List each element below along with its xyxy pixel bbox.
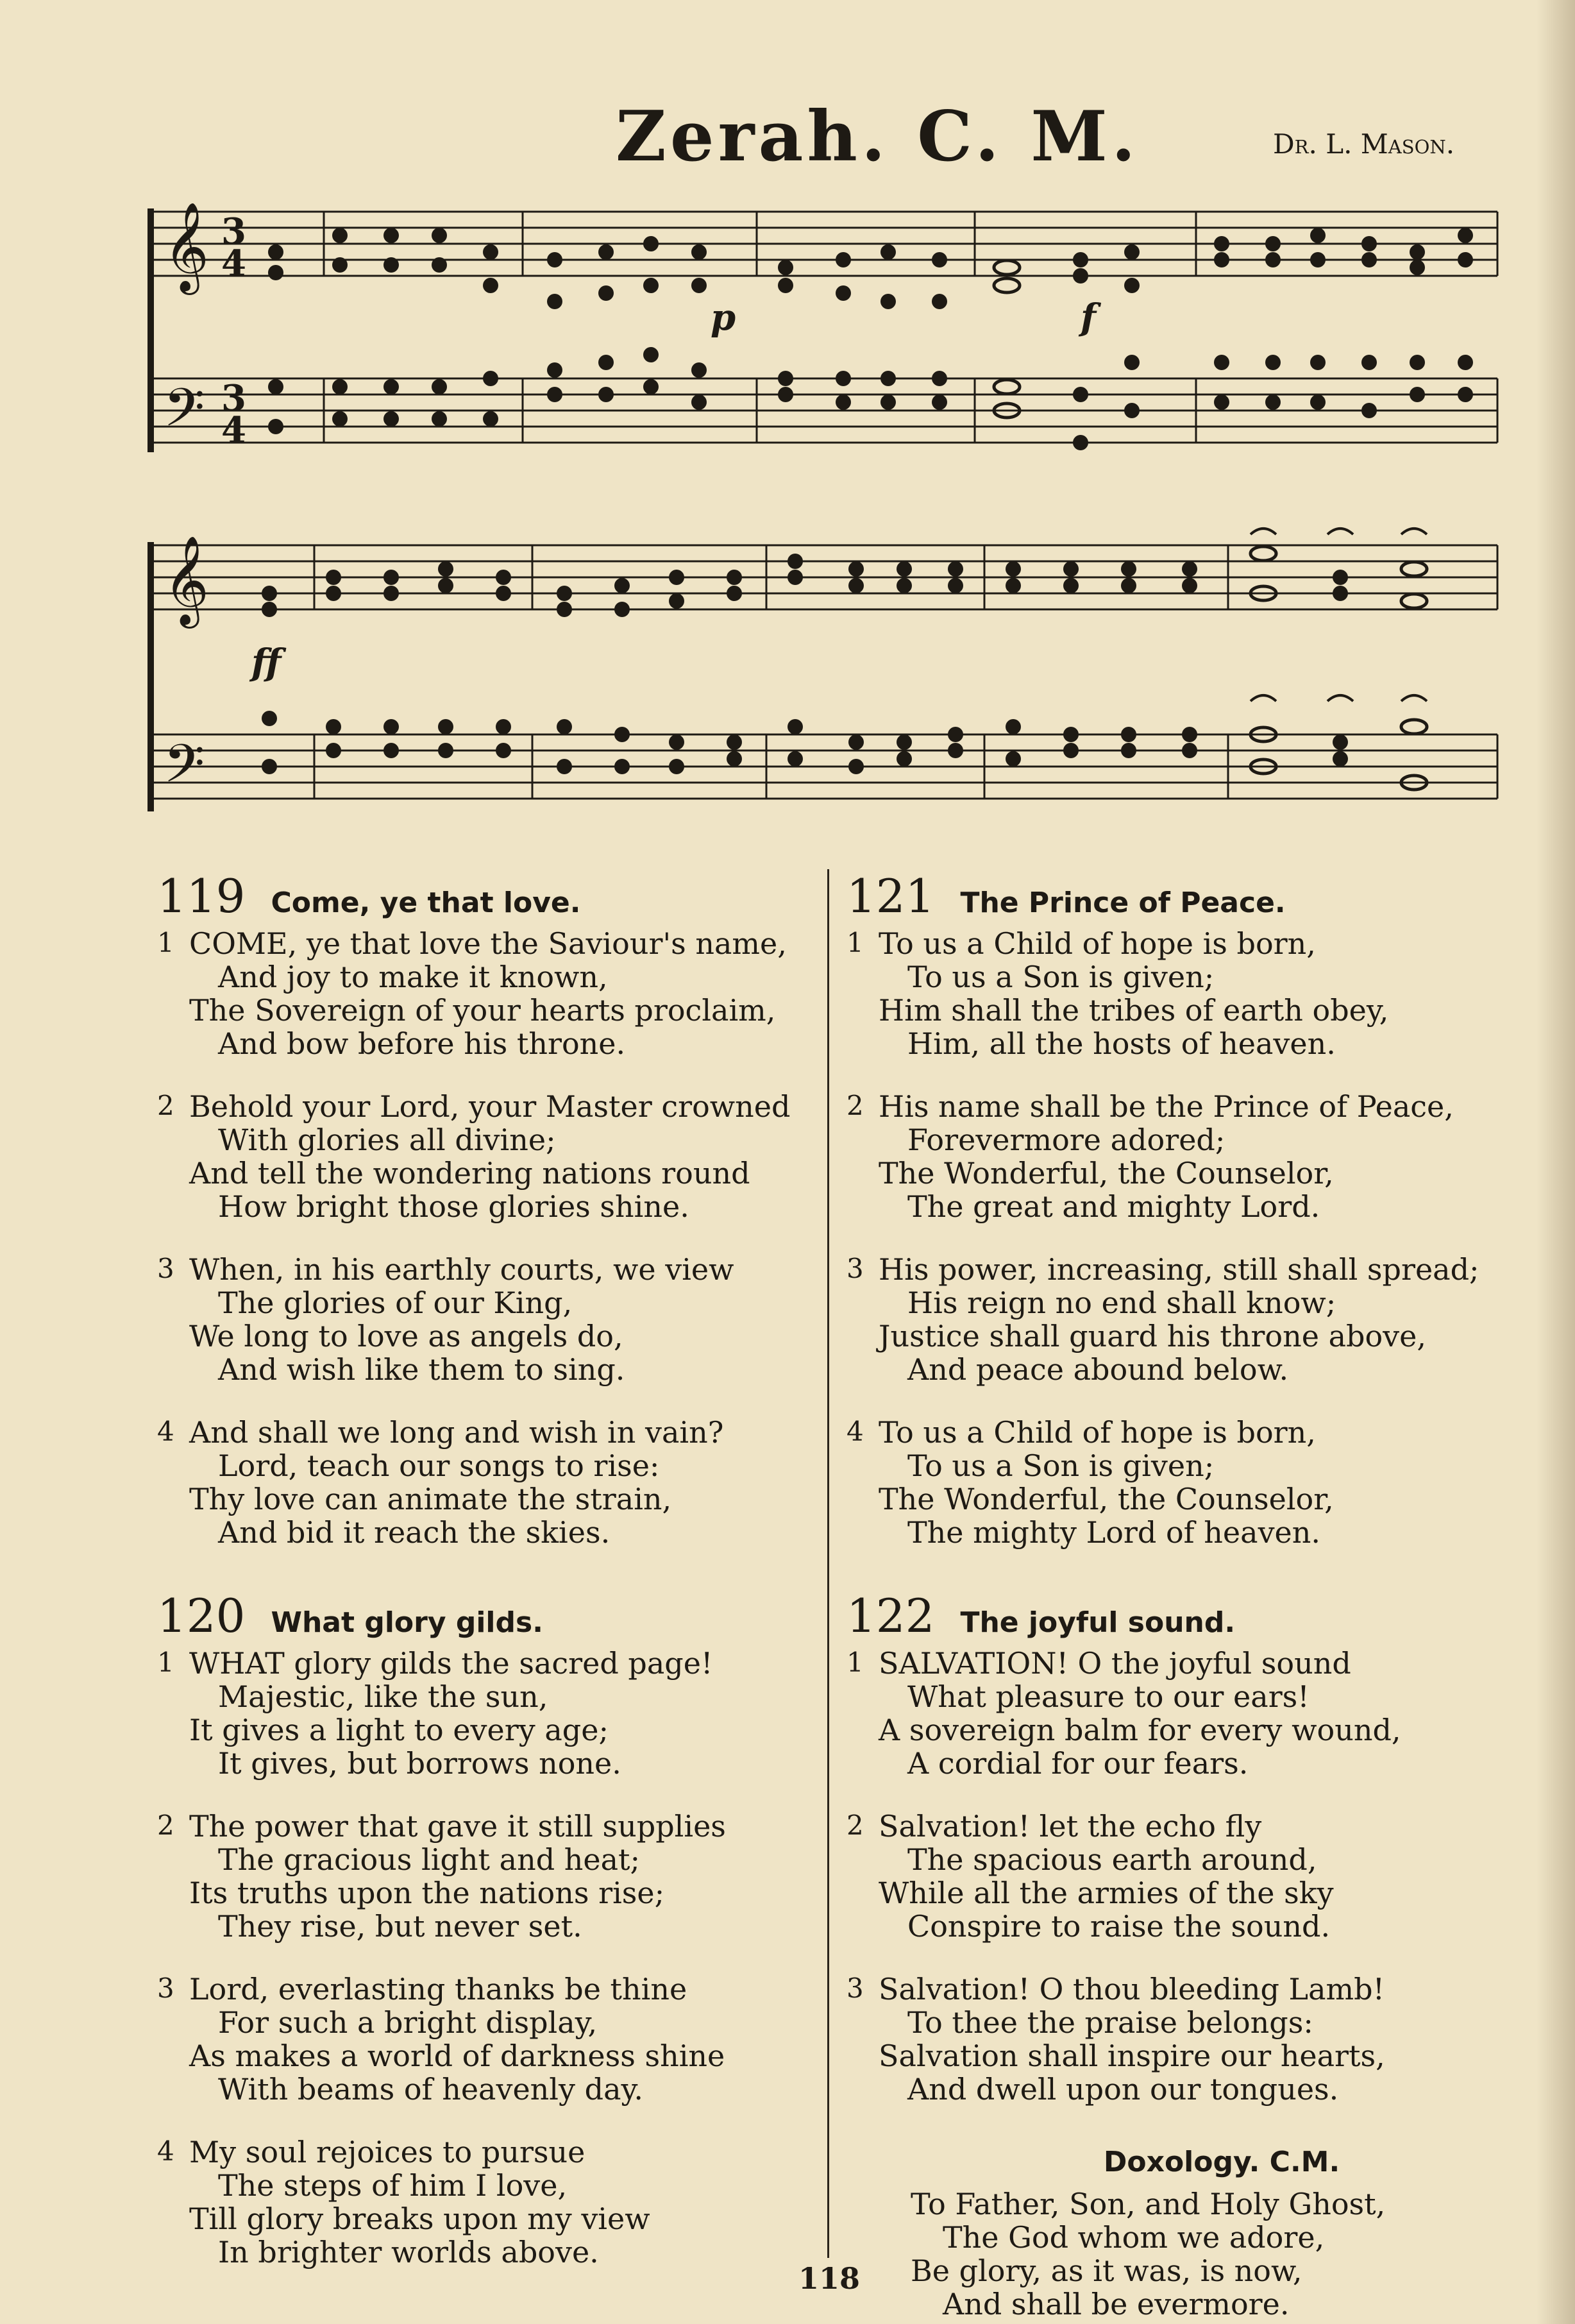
svg-text:𝄞: 𝄞 [164, 536, 209, 625]
verse-number: 4 [846, 1416, 864, 1447]
verse-line: Lord, everlasting thanks be thine [189, 1972, 687, 2006]
verse [846, 927, 1520, 1060]
verse-line: WHAT glory gilds the sacred page! [189, 1646, 713, 1681]
svg-text:3: 3 [221, 210, 246, 253]
verse-line: To us a Son is given; [907, 1448, 1215, 1483]
verse-line: Majestic, like the sun, [218, 1679, 548, 1714]
verse-number: 3 [157, 1253, 174, 1284]
verse-line: To thee the praise belongs: [907, 2005, 1313, 2040]
verse [846, 1253, 1520, 1386]
hymn-119 [157, 869, 837, 1549]
music-staff-svg-2 [144, 523, 1501, 818]
verse-line: Conspire to raise the sound. [907, 1909, 1331, 1944]
verse-number: 3 [846, 1253, 864, 1284]
verse-line: Lord, teach our songs to rise: [218, 1448, 660, 1483]
hymn-title: The Prince of Peace. [960, 886, 1286, 919]
verse-line: His name shall be the Prince of Peace, [879, 1089, 1454, 1124]
right-column [846, 869, 1520, 2321]
verse-line: And shall we long and wish in vain? [189, 1415, 724, 1450]
verse-line: A sovereign balm for every wound, [879, 1713, 1401, 1747]
svg-text:4: 4 [221, 409, 246, 452]
doxology-line: And shall be evermore. [943, 2287, 1290, 2321]
doxology-line: Be glory, as it was, is now, [911, 2253, 1302, 2288]
verse-line: Till glory breaks upon my view [189, 2201, 650, 2236]
verse-line: The steps of him I love, [218, 2168, 568, 2203]
verse [846, 1416, 1520, 1549]
verse-line: To us a Child of hope is born, [879, 1415, 1316, 1450]
verse-line: When, in his earthly courts, we view [189, 1252, 734, 1287]
verse [157, 2135, 837, 2269]
dynamic-piano: p [711, 296, 736, 339]
verse-line: The glories of our King, [218, 1285, 573, 1320]
verse-line: The spacious earth around, [907, 1842, 1317, 1877]
verse-line: The Wonderful, the Counselor, [879, 1482, 1334, 1516]
verse-number: 4 [157, 1416, 174, 1447]
hymn-121 [846, 869, 1520, 1549]
verse-line: It gives a light to every age; [189, 1713, 609, 1747]
verse-number: 3 [846, 1972, 864, 2004]
verse-line: My soul rejoices to pursue [189, 2135, 585, 2169]
page-edge-shadow [1537, 0, 1575, 2324]
verse-line: And bow before his throne. [218, 1026, 626, 1061]
verse-number: 4 [157, 2135, 174, 2167]
verse-line: A cordial for our fears. [907, 1746, 1249, 1781]
verse [157, 1253, 837, 1386]
verse-line: We long to love as angels do, [189, 1319, 623, 1353]
verse-number: 1 [157, 927, 174, 958]
tune-title: Zerah. C. M. [616, 96, 1140, 177]
verse-line: While all the armies of the sky [879, 1876, 1334, 1910]
hymn-120 [157, 1589, 837, 2269]
verse-line: The power that gave it still supplies [189, 1809, 726, 1844]
doxology-line: To Father, Son, and Holy Ghost, [911, 2187, 1386, 2221]
verse-line: And dwell upon our tongues. [907, 2072, 1339, 2107]
hymn-title: Come, ye that love. [271, 886, 581, 919]
verse-number: 3 [157, 1972, 174, 2004]
svg-text:𝄢: 𝄢 [164, 733, 205, 808]
verse-number: 2 [157, 1090, 174, 1121]
hymn-title: What glory gilds. [271, 1606, 543, 1639]
svg-text:𝄞: 𝄞 [164, 202, 209, 291]
left-column [157, 869, 837, 2309]
svg-text:𝄢: 𝄢 [164, 377, 205, 452]
verse-line: With beams of heavenly day. [218, 2072, 644, 2107]
verse [157, 1972, 837, 2106]
verse-line: For such a bright display, [218, 2005, 598, 2040]
hymn-number: 119 [157, 869, 246, 923]
verse-line: And tell the wondering nations round [189, 1156, 750, 1191]
verse-line: And wish like them to sing. [218, 1352, 625, 1387]
composer-credit: Dr. L. Mason. [1273, 128, 1455, 160]
verse [157, 1810, 837, 1943]
verse-line: Its truths upon the nations rise; [189, 1876, 665, 1910]
verse-line: They rise, but never set. [218, 1909, 582, 1944]
verse [846, 1647, 1520, 1780]
svg-text:3: 3 [221, 377, 246, 420]
music-staff-svg-1 [144, 183, 1501, 459]
doxology-line: The God whom we adore, [943, 2220, 1325, 2255]
verse [157, 1647, 837, 1780]
verse [157, 927, 837, 1060]
verse-line: Him shall the tribes of earth obey, [879, 993, 1389, 1028]
doxology-title: Doxology. C.M. [1103, 2146, 1340, 2178]
music-system-2 [144, 523, 1501, 818]
verse-line: In brighter worlds above. [218, 2235, 599, 2269]
hymn-title: The joyful sound. [960, 1606, 1236, 1639]
verse [846, 1090, 1520, 1223]
verse-number: 2 [846, 1810, 864, 1841]
verse-line: It gives, but borrows none. [218, 1746, 621, 1781]
verse-line: Forevermore adored; [907, 1123, 1225, 1157]
hymn-number: 120 [157, 1589, 246, 1643]
verse-number: 1 [846, 927, 864, 958]
verse [157, 1090, 837, 1223]
verse [157, 1416, 837, 1549]
verse-line: And joy to make it known, [218, 960, 608, 994]
music-system-1 [144, 183, 1501, 459]
verse-line: And peace abound below. [907, 1352, 1289, 1387]
verse-line: The gracious light and heat; [218, 1842, 641, 1877]
verse-line: What pleasure to our ears! [907, 1679, 1310, 1714]
verse-line: His reign no end shall know; [907, 1285, 1336, 1320]
verse-line: How bright those glories shine. [218, 1189, 689, 1224]
verse-line: To us a Son is given; [907, 960, 1215, 994]
verse-line: Salvation! O thou bleeding Lamb! [879, 1972, 1385, 2006]
verse-number: 2 [157, 1810, 174, 1841]
page-number: 118 [798, 2261, 861, 2296]
verse-line: The mighty Lord of heaven. [907, 1515, 1321, 1550]
verse-line: And bid it reach the skies. [218, 1515, 611, 1550]
hymn-122 [846, 1589, 1520, 2106]
hymn-number: 121 [846, 869, 935, 923]
verse-line: As makes a world of darkness shine [189, 2039, 725, 2073]
verse-line: The Wonderful, the Counselor, [879, 1156, 1334, 1191]
verse-line: COME, ye that love the Saviour's name, [189, 926, 787, 961]
verse-line: Behold your Lord, your Master crowned [189, 1089, 791, 1124]
doxology [846, 2146, 1520, 2321]
verse-line: Salvation! let the echo fly [879, 1809, 1262, 1844]
verse-number: 2 [846, 1090, 864, 1121]
verse-line: To us a Child of hope is born, [879, 926, 1316, 961]
verse-line: The Sovereign of your hearts proclaim, [189, 993, 776, 1028]
verse-line: SALVATION! O the joyful sound [879, 1646, 1351, 1681]
verse [846, 1972, 1520, 2106]
verse-line: With glories all divine; [218, 1123, 556, 1157]
verse-line: Salvation shall inspire our hearts, [879, 2039, 1385, 2073]
dynamic-fortissimo: ff [251, 641, 282, 684]
hymn-number: 122 [846, 1589, 935, 1643]
verse-number: 1 [157, 1647, 174, 1678]
verse-line: The great and mighty Lord. [907, 1189, 1320, 1224]
dynamic-forte: f [1081, 296, 1097, 339]
verse-line: Him, all the hosts of heaven. [907, 1026, 1336, 1061]
verse-line: Thy love can animate the strain, [189, 1482, 672, 1516]
verse [846, 1810, 1520, 1943]
verse-line: His power, increasing, still shall spread; [879, 1252, 1479, 1287]
svg-text:4: 4 [221, 242, 246, 285]
verse-line: Justice shall guard his throne above, [879, 1319, 1426, 1353]
verse-number: 1 [846, 1647, 864, 1678]
